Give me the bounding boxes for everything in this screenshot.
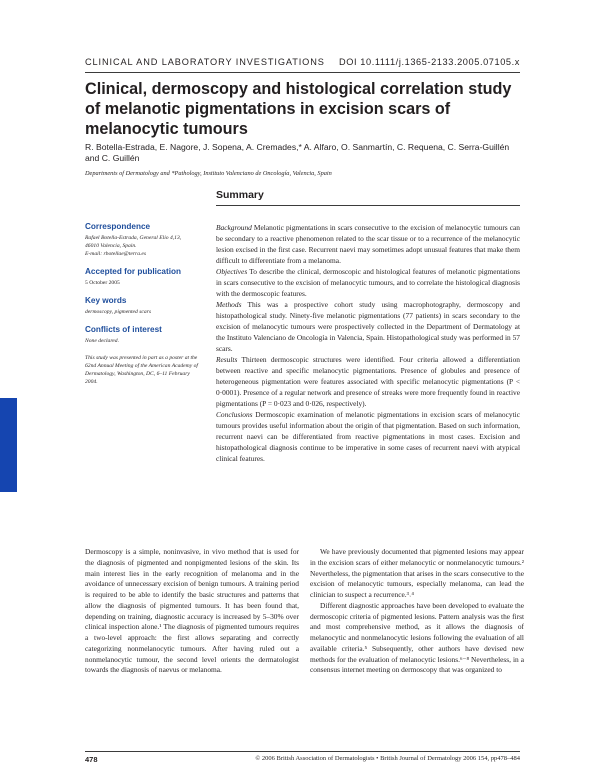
correspondence-email[interactable]: E-mail: rbotellae@terra.es — [85, 251, 147, 257]
summary-heading: Summary — [216, 187, 520, 206]
running-header — [85, 55, 520, 73]
author-list: R. Botella-Estrada, E. Nagore, J. Sopena, A. Cremades,* A. Alfaro, O. Sanmartín, C. Requena, C. Serra-Guillén and C. Guillén — [85, 142, 510, 163]
abstract-conclusions: Conclusions Dermoscopic examination of melanotic pigmentations in excision scars of melanocytic tumours provides useful information about the origin of that pigmentation. Based on such information, recurrent naevi can be differentiated from reactive pigmentations in most cases. Excision and histopathological diagnosis continue to be imperative in some cases of recurrent naevi with atypical clinical features. — [216, 410, 520, 463]
correspondence-heading: Correspondence — [85, 222, 151, 231]
body-paragraph: Dermoscopy is a simple, noninvasive, in vivo method that is used for the diagnosis of pigmented and nonpigmented lesions of the skin. Its main interest lies in the early recognition of melanoma and in the avoidance of unnecessary excision of benign tumours. A training period is required to be able to identify the basic structures and patterns that allow the diagnosis of pigmented tumours. It has been found that, depending on training, diagnostic accuracy is increased by 5–30% over clinical inspection alone.¹ The diagnosis of pigmented tumours requires a two-level approach: the first allows separating and correctly categorizing nonmelanocytic tumours. After having ruled out a nonmelanocytic tumour, the second level orients the dermatologist towards the diagnosis of naevus or melanoma. — [85, 547, 299, 675]
section-label: CLINICAL AND LABORATORY INVESTIGATIONS — [85, 57, 325, 67]
section-color-tab — [0, 398, 17, 492]
copyright-line: © 2006 British Association of Dermatologists • British Journal of Dermatology 2006 154, pp478–484 — [255, 755, 520, 762]
presentation-note: This study was presented in part as a poster at the 62nd Annual Meeting of the American Academy of Dermatology, Washington, DC, 6–11 February 2004. — [85, 355, 198, 385]
abstract — [216, 222, 520, 464]
body-paragraph: We have previously documented that pigmented lesions may appear in the excision scars of either melanocytic or nonmelanocytic tumours.² Nevertheless, the pigmentation that arises in the scars consecutive to the excision of melanocytic tumours, especially melanoma, can lead the clinician to suspect a recurrence.³˒⁴ — [310, 547, 524, 599]
article-info-sidebar — [85, 222, 203, 395]
abstract-objectives: Objectives To describe the clinical, dermoscopic and histological features of melanotic pigmentations in scars consecutive to the excision of melanocytic tumours, and to correlate the histological diagnosis with the dermoscopic features. — [216, 267, 520, 298]
doi-label: DOI 10.1111/j.1365-2133.2005.07105.x — [339, 57, 520, 67]
body-column-right — [310, 547, 524, 676]
body-column-left — [85, 547, 299, 676]
page-number: 478 — [85, 755, 98, 764]
article-title: Clinical, dermoscopy and histological correlation study of melanotic pigmentations in excision scars of melanocytic tumours — [85, 80, 512, 138]
conflicts-text: None declared. — [85, 338, 119, 344]
keywords-heading: Key words — [85, 296, 127, 305]
abstract-background: Background Melanotic pigmentations in scars consecutive to the excision of melanocytic tumours can be secondary to a reactive phenomenon related to the scar tissue or to a recurrence of the melanocytic lesion excised in the first case. Recurrent naevi may sometimes adopt unusual features that make them difficult to differentiate from a melanoma. — [216, 223, 520, 265]
keywords: dermoscopy, pigmented scars — [85, 309, 152, 315]
abstract-results: Results Thirteen dermoscopic structures were identified. Four criteria allowed a differentiation between reactive and specific melanocytic pigmentations. Presence of globules and presence of heterogeneous pigmentation were features associated with specific melanocytic pigmentations (P < 0·0001). Presence of a regular network and presence of streaks were more frequently found in reactive pigmentations (P = 0·023 and 0·026, respectively). — [216, 355, 520, 408]
conflicts-heading: Conflicts of interest — [85, 325, 162, 334]
correspondence-address: Rafael Botella-Estrada, General Elio 4,13, 46010 Valencia, Spain. E-mail: rbotellae@terra.es — [85, 234, 203, 258]
accepted-heading: Accepted for publication — [85, 267, 181, 276]
accepted-date: 5 October 2005 — [85, 280, 120, 286]
affiliation: Departments of Dermatology and *Pathology, Instituto Valenciano de Oncología, Valencia, Spain — [85, 170, 332, 177]
abstract-methods: Methods This was a prospective cohort study using macrophotography, dermoscopy and histopathological study. Ninety-five melanotic pigmentations (77 patients) in scars secondary to the excision of melanocytic tumours were prospectively collected in the Department of Dermatology at the Instituto Valenciano de Oncología in Valencia, Spain. Histopathological study was performed in 57 scars. — [216, 300, 520, 353]
body-paragraph: Different diagnostic approaches have been developed to evaluate the dermoscopic criteria of pigmented lesions. Pattern analysis was the first and most comprehensive method, as it allows the diagnosis of melanocytic and nonmelanocytic lesions following the evaluation of all available criteria.⁵ Subsequently, other authors have devised new methods for the evaluation of melanocytic lesions.⁶⁻⁸ Nevertheless, in a consensus internet meeting on dermoscopy that was organized to — [310, 600, 524, 675]
page-footer — [85, 751, 520, 766]
